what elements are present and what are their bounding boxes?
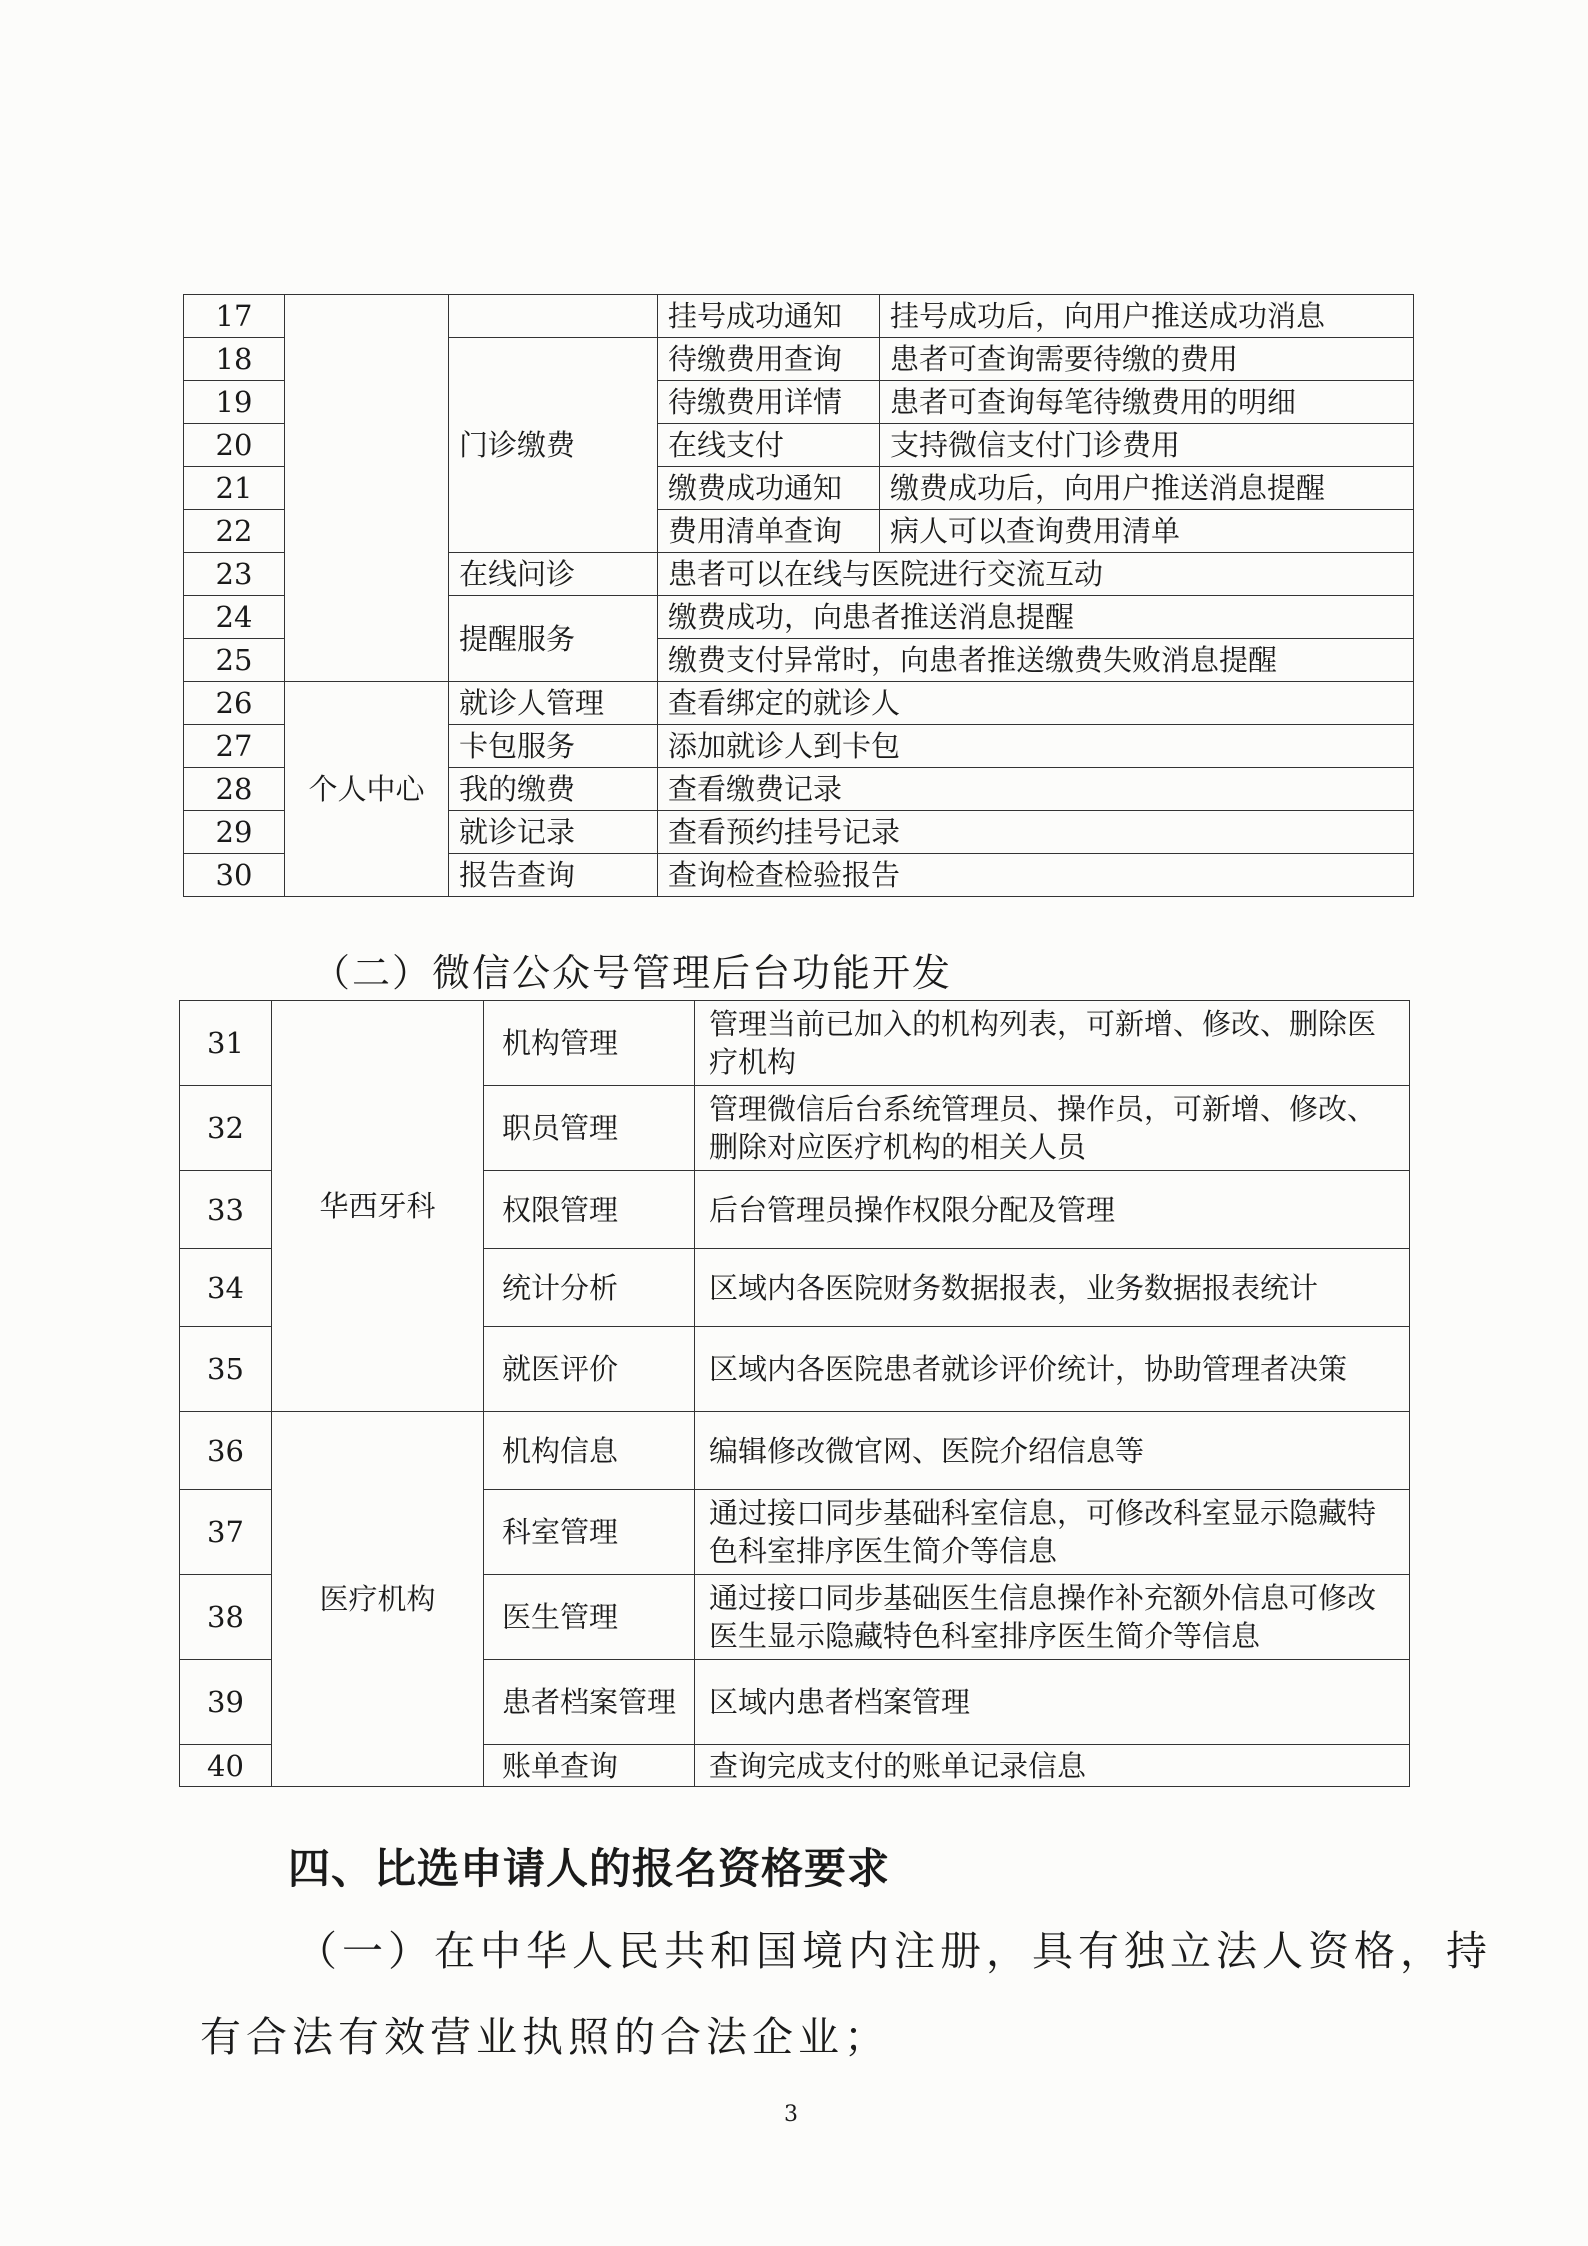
description-cell: 查看缴费记录: [658, 768, 1414, 811]
feature-cell: 职员管理: [484, 1086, 695, 1171]
page-number: 3: [784, 2102, 798, 2127]
feature-cell: 账单查询: [484, 1745, 695, 1787]
row-number: 40: [180, 1745, 272, 1787]
feature-cell: 权限管理: [484, 1171, 695, 1249]
feature-cell: 就医评价: [484, 1327, 695, 1412]
description-cell: 通过接口同步基础医生信息操作补充额外信息可修改医生显示隐藏特色科室排序医生简介等信息: [695, 1575, 1410, 1660]
table-row: [184, 682, 1414, 725]
row-number: 19: [184, 381, 285, 424]
row-number: 38: [180, 1575, 272, 1660]
subcategory-outpatient-payment: 门诊缴费: [449, 338, 658, 553]
row-number: 30: [184, 854, 285, 897]
row-number: 37: [180, 1490, 272, 1575]
feature-cell: 科室管理: [484, 1490, 695, 1575]
row-number: 28: [184, 768, 285, 811]
sub-heading: （二）微信公众号管理后台功能开发: [312, 951, 953, 995]
description-cell: 管理当前已加入的机构列表，可新增、修改、删除医疗机构: [695, 1001, 1410, 1086]
feature-cell: 挂号成功通知: [658, 295, 880, 338]
description-cell: 缴费支付异常时，向患者推送缴费失败消息提醒: [658, 639, 1414, 682]
feature-cell: 待缴费用详情: [658, 381, 880, 424]
feature-cell: 医生管理: [484, 1575, 695, 1660]
paragraph-line-2: 有合法有效营业执照的合法企业；: [200, 2013, 890, 2061]
subcategory-cell: 就诊记录: [449, 811, 658, 854]
row-number: 23: [184, 553, 285, 596]
category-personal-center: 个人中心: [285, 682, 449, 897]
description-cell: 管理微信后台系统管理员、操作员，可新增、修改、删除对应医疗机构的相关人员: [695, 1086, 1410, 1171]
subcategory-cell: 卡包服务: [449, 725, 658, 768]
description-cell: 区域内各医院患者就诊评价统计，协助管理者决策: [695, 1327, 1410, 1412]
subcategory-cell: 我的缴费: [449, 768, 658, 811]
description-cell: 区域内各医院财务数据报表，业务数据报表统计: [695, 1249, 1410, 1327]
description-cell: 病人可以查询费用清单: [880, 510, 1414, 553]
paragraph-line-1: （一）在中华人民共和国境内注册，具有独立法人资格，持: [296, 1927, 1492, 1975]
row-number: 25: [184, 639, 285, 682]
subcategory-reminder-service: 提醒服务: [449, 596, 658, 682]
description-cell: 查询检查检验报告: [658, 854, 1414, 897]
description-cell: 通过接口同步基础科室信息，可修改科室显示隐藏特色科室排序医生简介等信息: [695, 1490, 1410, 1575]
section-heading: 四、比选申请人的报名资格要求: [288, 1844, 891, 1893]
row-number: 22: [184, 510, 285, 553]
feature-cell: 患者档案管理: [484, 1660, 695, 1745]
row-number: 35: [180, 1327, 272, 1412]
description-cell: 添加就诊人到卡包: [658, 725, 1414, 768]
row-number: 27: [184, 725, 285, 768]
feature-cell: 待缴费用查询: [658, 338, 880, 381]
description-cell: 编辑修改微官网、医院介绍信息等: [695, 1412, 1410, 1490]
row-number: 34: [180, 1249, 272, 1327]
feature-cell: 缴费成功通知: [658, 467, 880, 510]
category-medical-institution: 医疗机构: [272, 1412, 484, 1787]
row-number: 17: [184, 295, 285, 338]
category-huaxi: 华西牙科: [272, 1001, 484, 1412]
row-number: 26: [184, 682, 285, 725]
row-number: 36: [180, 1412, 272, 1490]
description-cell: 后台管理员操作权限分配及管理: [695, 1171, 1410, 1249]
description-cell: 患者可查询每笔待缴费用的明细: [880, 381, 1414, 424]
feature-table-2: [179, 1000, 1410, 1787]
description-cell: 区域内患者档案管理: [695, 1660, 1410, 1745]
subcategory-cell: 报告查询: [449, 854, 658, 897]
row-number: 29: [184, 811, 285, 854]
subcategory-cell: 在线问诊: [449, 553, 658, 596]
description-cell: 查询完成支付的账单记录信息: [695, 1745, 1410, 1787]
subcategory-cell: 就诊人管理: [449, 682, 658, 725]
feature-cell: 在线支付: [658, 424, 880, 467]
description-cell: 患者可查询需要待缴的费用: [880, 338, 1414, 381]
description-cell: 支持微信支付门诊费用: [880, 424, 1414, 467]
row-number: 20: [184, 424, 285, 467]
row-number: 39: [180, 1660, 272, 1745]
description-cell: 查看预约挂号记录: [658, 811, 1414, 854]
table-row: [180, 1412, 1410, 1490]
description-cell: 挂号成功后，向用户推送成功消息: [880, 295, 1414, 338]
table-row: [184, 295, 1414, 338]
subcategory-cell: [449, 295, 658, 338]
row-number: 18: [184, 338, 285, 381]
row-number: 32: [180, 1086, 272, 1171]
row-number: 33: [180, 1171, 272, 1249]
row-number: 21: [184, 467, 285, 510]
description-cell: 缴费成功后，向用户推送消息提醒: [880, 467, 1414, 510]
table-row: [180, 1001, 1410, 1086]
feature-cell: 费用清单查询: [658, 510, 880, 553]
row-number: 24: [184, 596, 285, 639]
feature-cell: 统计分析: [484, 1249, 695, 1327]
category-cell: [285, 295, 449, 682]
description-cell: 缴费成功，向患者推送消息提醒: [658, 596, 1414, 639]
row-number: 31: [180, 1001, 272, 1086]
description-cell: 患者可以在线与医院进行交流互动: [658, 553, 1414, 596]
feature-cell: 机构管理: [484, 1001, 695, 1086]
feature-table-1: [183, 294, 1414, 897]
feature-cell: 机构信息: [484, 1412, 695, 1490]
description-cell: 查看绑定的就诊人: [658, 682, 1414, 725]
